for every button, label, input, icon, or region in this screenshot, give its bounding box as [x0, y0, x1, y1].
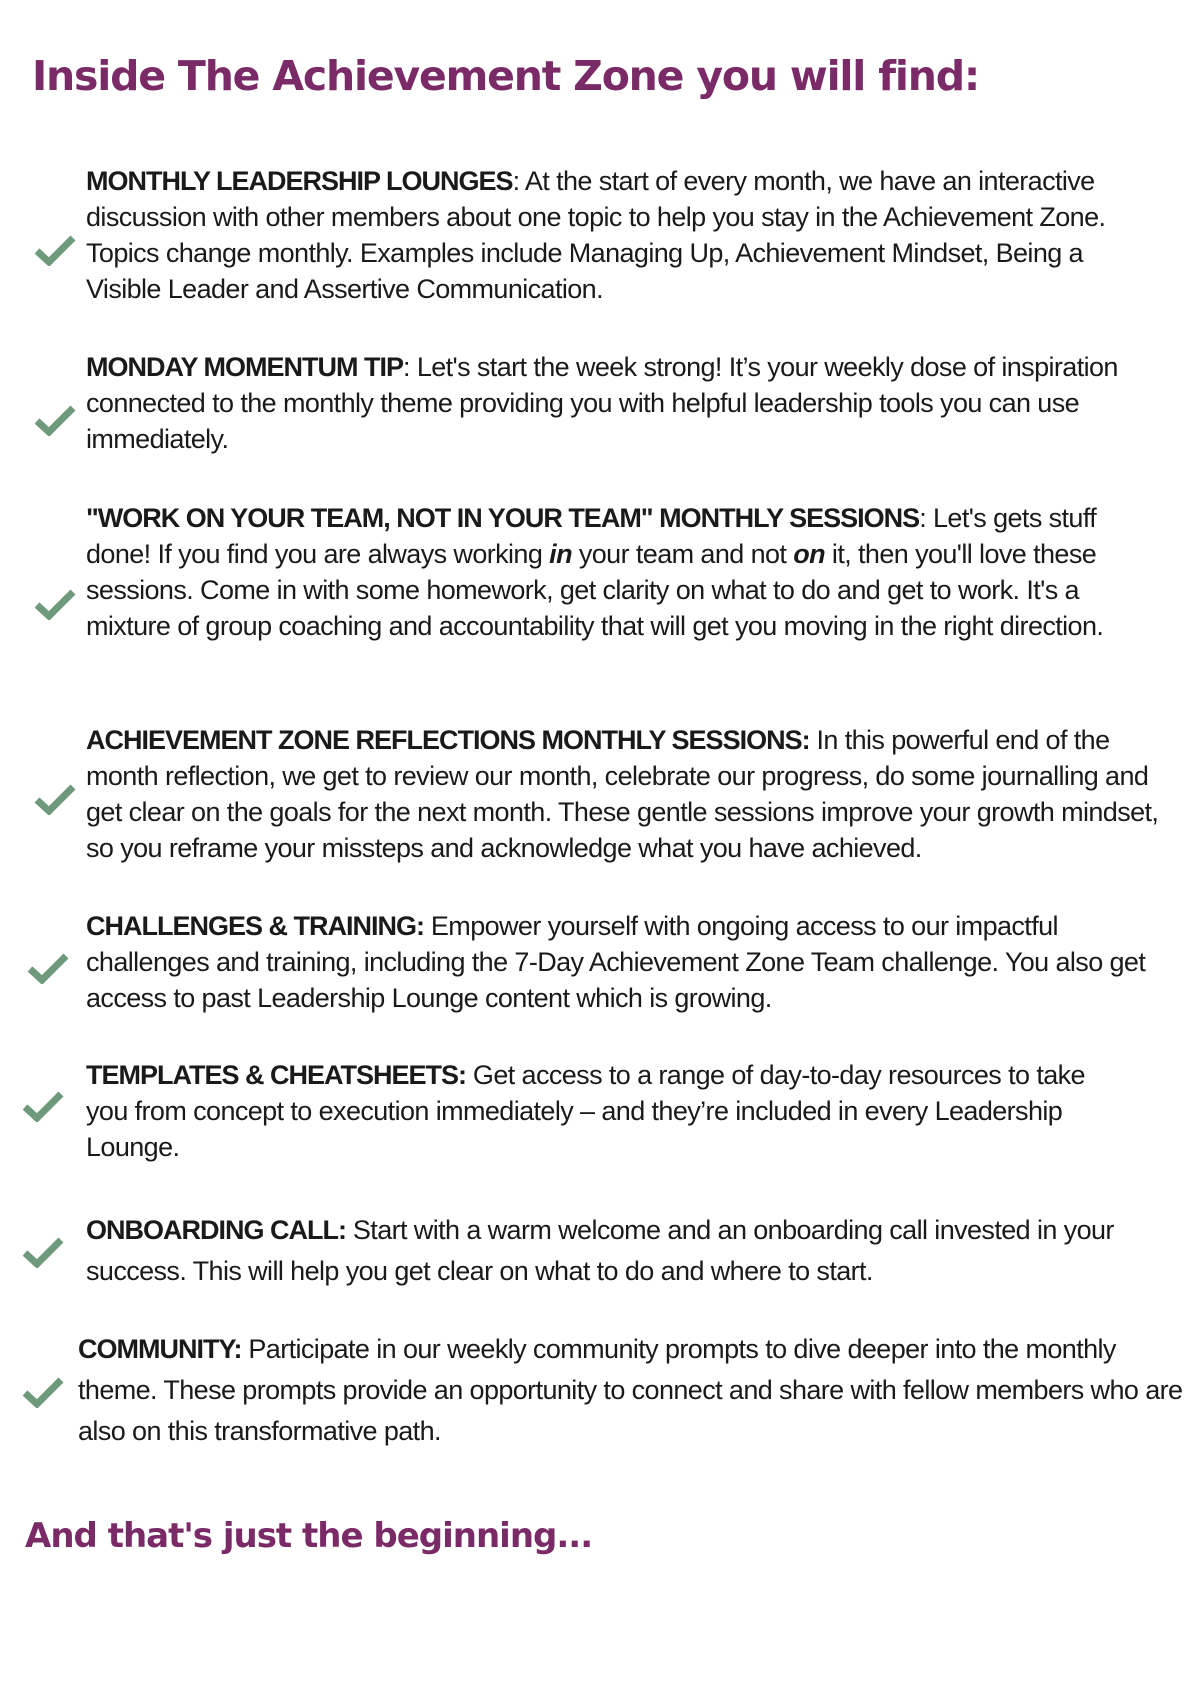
checkmark-icon — [34, 404, 76, 436]
feature-label: ACHIEVEMENT ZONE REFLECTIONS MONTHLY SESSIONS: — [86, 725, 810, 755]
checkmark-icon — [34, 234, 76, 266]
page-title: Inside The Achievement Zone you will find: — [32, 52, 980, 100]
feature-text: In this powerful end of the month reflection, we get to review our month, celebrate our progress, do some journalling and get clear on the goals for the next month. These gentle sessions improve your growth mindset, so you reframe your missteps and acknowledge what you have achieved. — [86, 725, 1159, 863]
feature-description — [86, 349, 1146, 457]
feature-text: : Let's gets stuff done! If you find you are always working — [86, 503, 1097, 569]
feature-description — [86, 500, 1166, 644]
feature-label: COMMUNITY: — [78, 1334, 242, 1364]
feature-description — [86, 722, 1166, 866]
checkmark-icon — [34, 588, 76, 620]
checkmark-icon — [22, 1090, 64, 1122]
feature-label: CHALLENGES & TRAINING: — [86, 911, 424, 941]
closing-heading: And that's just the beginning... — [25, 1516, 593, 1556]
feature-description — [86, 1210, 1146, 1292]
feature-label: TEMPLATES & CHEATSHEETS: — [86, 1060, 467, 1090]
feature-text: Get access to a range of day-to-day resources to take you from concept to execution immediately – and they’re included in every Leadership Lounge. — [86, 1060, 1085, 1162]
feature-text: Participate in our weekly community prompts to dive deeper into the monthly theme. These prompts provide an opportunity to connect and share with fellow members who are also on this transformative path. — [78, 1334, 1183, 1446]
checkmark-icon — [22, 1236, 64, 1268]
feature-label: MONDAY MOMENTUM TIP — [86, 352, 404, 382]
feature-label: "WORK ON YOUR TEAM, NOT IN YOUR TEAM" MONTHLY SESSIONS — [86, 503, 920, 533]
feature-text: your team and not — [571, 539, 794, 569]
feature-text: : Let's start the week strong! It’s your weekly dose of inspiration connected to the monthly theme providing you with helpful leadership tools you can use immediately. — [86, 352, 1118, 454]
feature-description — [86, 908, 1146, 1016]
emphasis-in: in — [549, 539, 572, 569]
checkmark-icon — [27, 952, 69, 984]
feature-text: Empower yourself with ongoing access to our impactful challenges and training, including the 7-Day Achievement Zone Team challenge. You also get access to past Leadership Lounge content which is growing. — [86, 911, 1146, 1013]
feature-label: ONBOARDING CALL: — [86, 1215, 346, 1245]
feature-label: MONTHLY LEADERSHIP LOUNGES — [86, 166, 513, 196]
feature-description — [86, 1057, 1126, 1165]
feature-text: it, then you'll love these sessions. Come in with some homework, get clarity on what to do and get to work. It's a mixture of group coaching and accountability that will get you moving in the right direction. — [86, 539, 1104, 641]
checkmark-icon — [22, 1376, 64, 1408]
emphasis-on: on — [793, 539, 826, 569]
feature-description — [86, 163, 1126, 307]
feature-description — [78, 1329, 1193, 1452]
checkmark-icon — [34, 783, 76, 815]
feature-text: Start with a warm welcome and an onboarding call invested in your success. This will help you get clear on what to do and where to start. — [86, 1215, 1114, 1286]
feature-text: : At the start of every month, we have an interactive discussion with other members about one topic to help you stay in the Achievement Zone. Topics change monthly. Examples include Managing Up, Achievement Mindset, Being a Visible Leader and Assertive Communication. — [86, 166, 1106, 304]
